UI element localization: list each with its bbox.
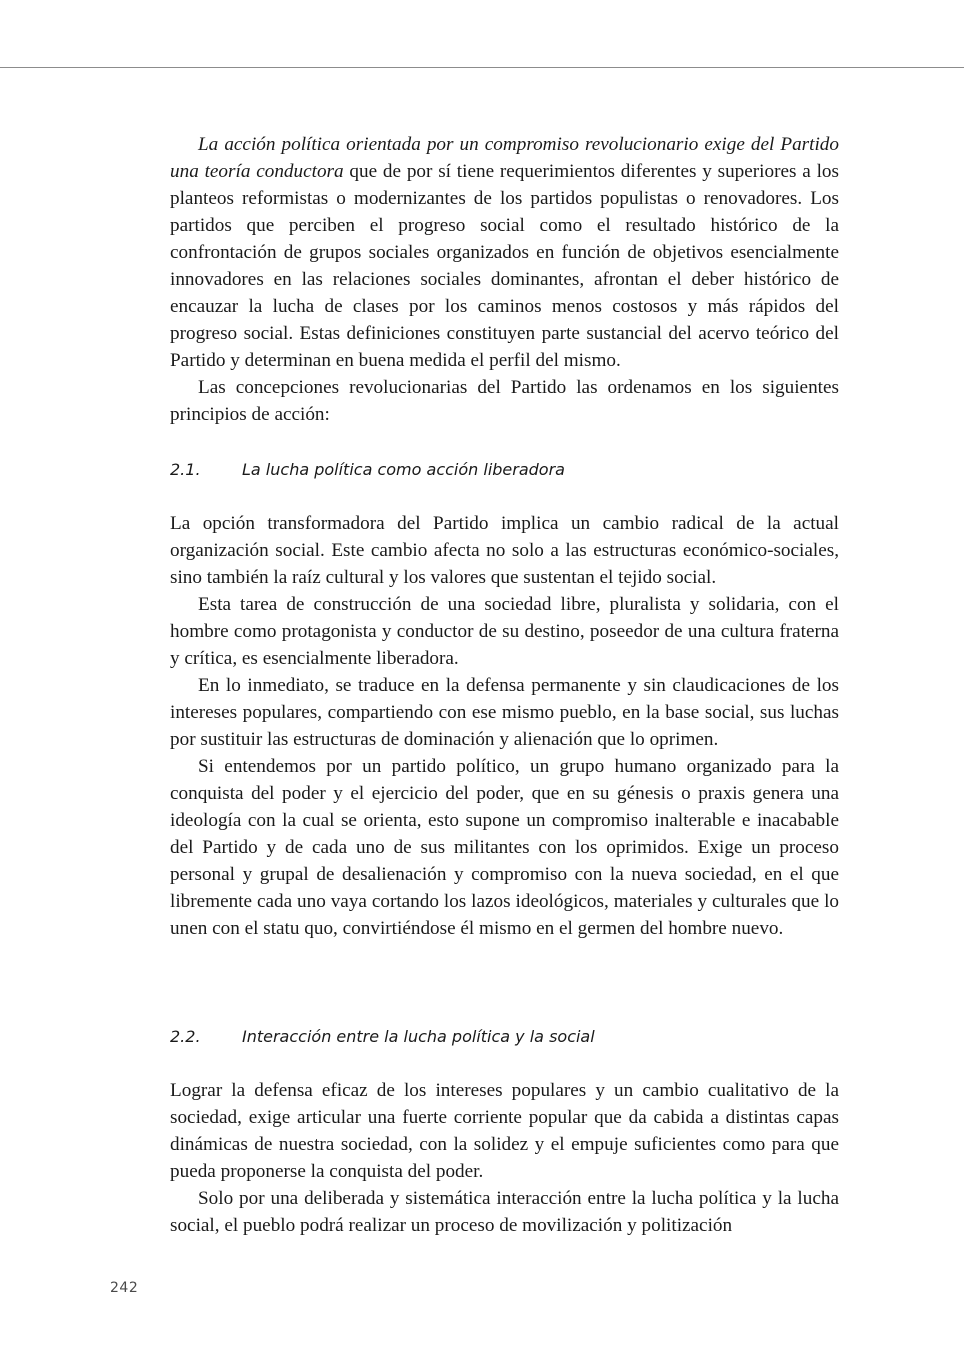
section-title: Interacción entre la lucha política y la social <box>242 1027 595 1046</box>
paragraph: Lograr la defensa eficaz de los intereses populares y un cambio cualitativo de la sociedad, exige articular una fuerte corriente popular que da cabida a distintas capas dinámicas de nuestra sociedad, con la solidez y el empuje suficientes como para que pueda proponerse la conquista del poder. <box>170 1080 839 1182</box>
intro-emphasis: La acción política orientada por un compromiso revolucionario exige del Partido una teoría conductora <box>170 134 839 182</box>
paragraph: La opción transformadora del Partido implica un cambio radical de la actual organización social. Este cambio afecta no solo a las estructuras económico-sociales, sino también la raíz cultural y los valores que sustentan el tejido social. <box>170 513 839 588</box>
paragraph: En lo inmediato, se traduce en la defensa permanente y sin claudicaciones de los intereses populares, compartiendo con ese mismo pueblo, en la base social, sus luchas por sustituir las estructuras de dominación y alienación que lo oprimen. <box>170 675 839 750</box>
intro-text <box>170 131 839 428</box>
paragraph: Solo por una deliberada y sistemática interacción entre la lucha política y la lucha social, el pueblo podrá realizar un proceso de movilización y politización <box>170 1188 839 1236</box>
intro-paragraph-1 <box>170 131 839 374</box>
paragraph: Esta tarea de construcción de una sociedad libre, pluralista y solidaria, con el hombre como protagonista y conductor de su destino, poseedor de una cultura fraterna y crítica, es esencialmente liberadora. <box>170 594 839 669</box>
paragraph: Si entendemos por un partido político, un grupo humano organizado para la conquista del poder y el ejercicio del poder, que en su génesis o praxis genera una ideología con la cual se orienta, esto supone un compromiso inalterable e inacabable del Partido y de cada uno de sus militantes con los oprimidos. Exige un proceso personal y grupal de desalienación y compromiso con la nueva sociedad, en el que libremente cada uno vaya cortando los lazos ideológicos, materiales y culturales que lo unen con el statu quo, convirtiéndose él mismo en el germen del hombre nuevo. <box>170 756 839 939</box>
section-2-1-text <box>170 510 839 942</box>
section-heading-2-1 <box>170 459 839 481</box>
header-rule <box>0 67 964 68</box>
section-title: La lucha política como acción liberadora <box>242 460 565 479</box>
section-number: 2.1. <box>170 460 201 479</box>
intro-paragraph-2: Las concepciones revolucionarias del Partido las ordenamos en los siguientes principios de acción: <box>170 377 839 425</box>
intro-paragraph-1-rest: que de por sí tiene requerimientos diferentes y superiores a los planteos reformistas o modernizantes de los partidos populistas o renovadores. Los partidos que perciben el progreso social como el resultado histórico de la confrontación de grupos sociales organizados en función de objetivos esencialmente innovadores en las relaciones sociales dominantes, afrontan el deber histórico de encauzar la lucha de clases por los caminos menos costosos y más rápidos del progreso social. Estas definiciones constituyen parte sustancial del acervo teórico del Partido y determinan en buena medida el perfil del mismo. <box>170 161 839 371</box>
section-number: 2.2. <box>170 1027 201 1046</box>
page-number: 242 <box>110 1280 139 1296</box>
section-heading-2-2 <box>170 1026 839 1048</box>
section-2-2-text <box>170 1077 839 1239</box>
